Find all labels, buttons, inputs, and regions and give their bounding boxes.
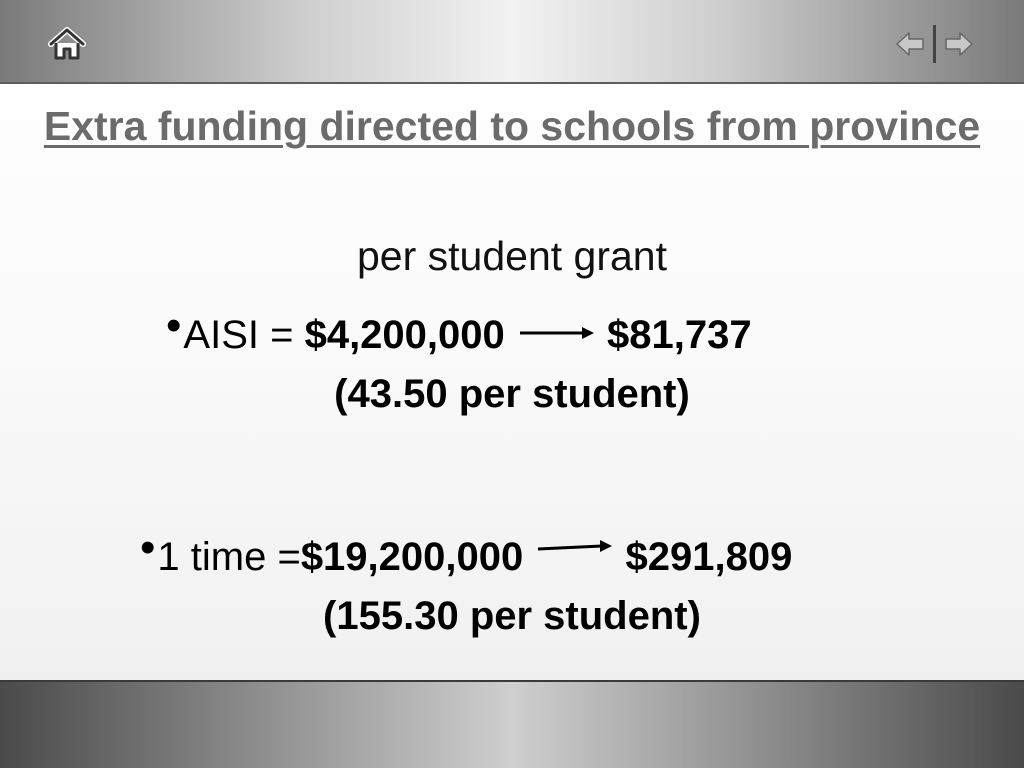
bullet-detail-one-time: (155.30 per student) [323,594,701,638]
amount-to: $81,737 [607,313,752,357]
arrow-right-icon [944,31,974,57]
bullet-item-aisi [166,301,752,361]
home-button[interactable] [48,26,86,62]
arrow-right-icon [516,323,596,343]
bullet-detail-aisi: (43.50 per student) [334,372,690,416]
bottom-bar [0,680,1024,768]
bullet-item-one-time [140,523,793,583]
amount-to: $291,809 [625,535,793,579]
next-slide-button[interactable] [942,26,976,62]
bullet-dot: • [140,523,156,572]
previous-slide-button[interactable] [893,26,927,62]
top-toolbar [0,0,1024,84]
bullet-dot: • [166,301,182,350]
amount-from: $4,200,000 [304,313,505,357]
bullet-label: 1 time = [157,535,301,579]
arrow-left-icon [895,31,925,57]
bullet-label: AISI = [183,313,305,357]
slide-subtitle: per student grant [357,233,667,279]
nav-divider [933,25,936,63]
amount-from: $19,200,000 [300,535,524,579]
arrow-right-icon [534,537,614,557]
slide-title: Extra funding directed to schools from province [43,103,981,149]
home-icon [48,26,86,62]
slide-navigation [893,24,976,64]
